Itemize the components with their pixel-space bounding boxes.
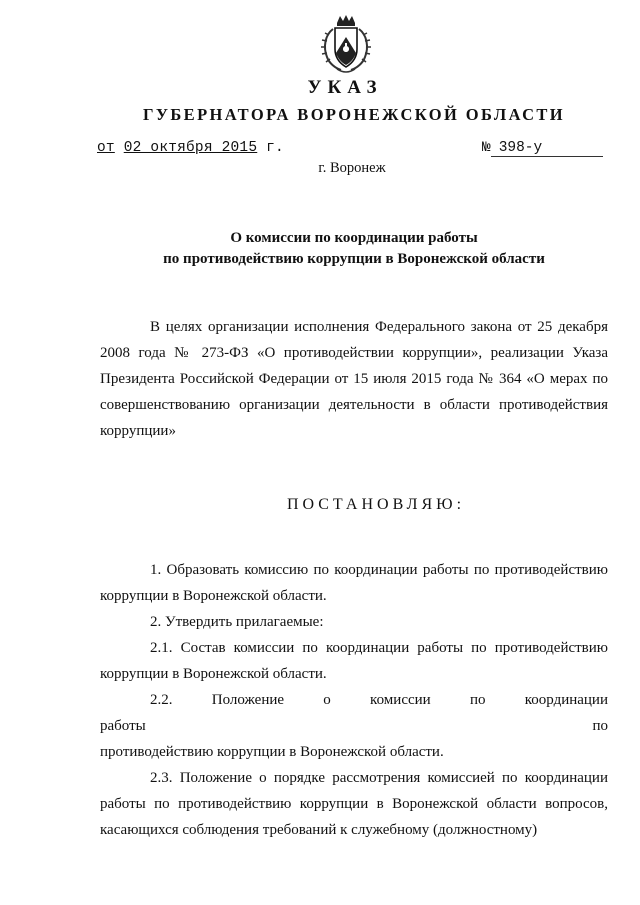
document-heading bbox=[100, 228, 608, 270]
date-prefix: от bbox=[97, 140, 115, 156]
coat-of-arms-emblem bbox=[317, 13, 375, 75]
text-line: 2.3. Положение о порядке рассмотрения комиссией по координации bbox=[150, 770, 608, 786]
number-label: № bbox=[482, 140, 491, 156]
heading-line: по противодействию коррупции в Воронежской области bbox=[163, 251, 545, 267]
text-line: 2.2. Положение о комиссии по координации работы по bbox=[100, 692, 608, 734]
text-line: противодействию коррупции в Воронежской области. bbox=[100, 744, 444, 760]
heading-line: О комиссии по координации работы bbox=[230, 230, 478, 246]
date-value: 02 октября 2015 bbox=[123, 140, 258, 156]
text-line: 1. Образовать комиссию по координации работы по противодействию bbox=[150, 562, 608, 578]
text-line: работы по противодействию коррупции в Воронежской области вопросов, bbox=[100, 796, 608, 812]
text-line: касающихся соблюдения требований к служебному (должностному) bbox=[100, 822, 538, 838]
text-line: Президента Российской Федерации от 15 июля 2015 года № 364 «О мерах по bbox=[100, 371, 608, 387]
text-line: совершенствованию организации деятельности в области противодействия bbox=[100, 397, 608, 413]
decree-items bbox=[100, 557, 608, 843]
resolve-word: ПОСТАНОВЛЯЮ: bbox=[286, 496, 466, 513]
text-line: 2.1. Состав комиссии по координации работы по противодействию bbox=[150, 640, 608, 656]
text-line: В целях организации исполнения Федерального закона от 25 декабря bbox=[150, 319, 608, 335]
date-suffix: г. bbox=[266, 140, 284, 156]
text-line: коррупции» bbox=[100, 423, 176, 439]
text-line: коррупции в Воронежской области. bbox=[100, 666, 327, 682]
intro-paragraph bbox=[100, 314, 608, 444]
document-number bbox=[482, 140, 603, 157]
document-type-title: УКАЗ bbox=[307, 77, 383, 98]
text-line: коррупции в Воронежской области. bbox=[100, 588, 327, 604]
text-line: 2008 года № 273-ФЗ «О противодействии коррупции», реализации Указа bbox=[100, 345, 608, 361]
text-line: 2. Утвердить прилагаемые: bbox=[150, 614, 324, 630]
number-value: 398-у bbox=[491, 141, 603, 157]
document-city: г. Воронеж bbox=[318, 160, 386, 176]
issuer-title: ГУБЕРНАТОРА ВОРОНЕЖСКОЙ ОБЛАСТИ bbox=[142, 105, 566, 124]
document-date bbox=[97, 140, 284, 156]
